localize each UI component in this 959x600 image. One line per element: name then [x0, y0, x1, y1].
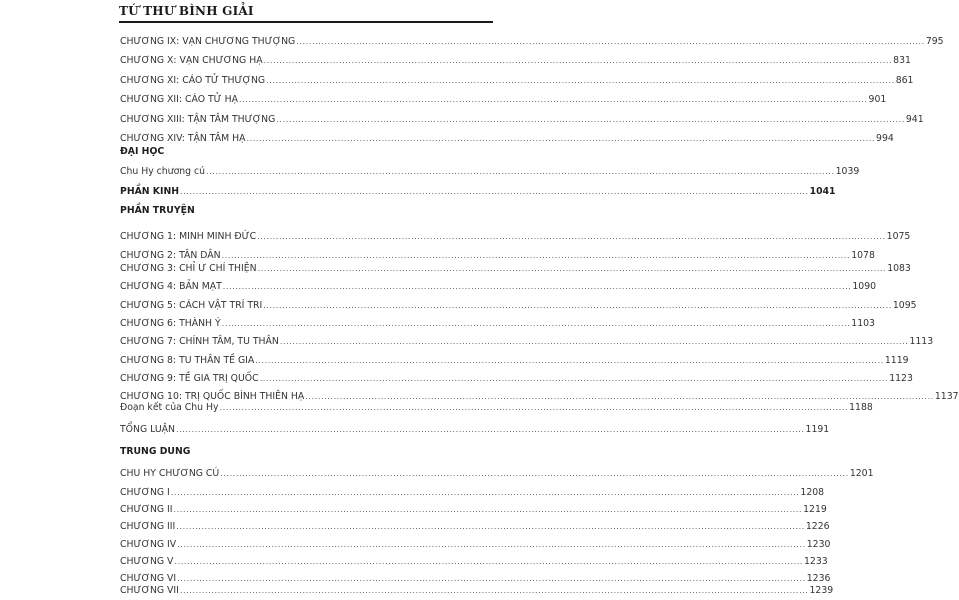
- toc-entry-page: 941: [905, 114, 924, 125]
- leader-dots: ........................................................................................................................................................................................................: [257, 264, 887, 273]
- toc-entry-label: CHƯƠNG VI: [120, 573, 177, 584]
- leader-dots: ........................................................................................................................................................................................................: [276, 115, 905, 124]
- toc-entry-page: 1236: [806, 573, 831, 584]
- toc-entry-page: 1233: [804, 556, 828, 567]
- leader-dots: ........................................................................................................................................................................................................: [220, 469, 849, 478]
- leader-dots: ........................................................................................................................................................................................................: [246, 134, 876, 143]
- leader-dots: ........................................................................................................................................................................................................: [177, 540, 806, 549]
- toc-entry-label: CHƯƠNG 9: TỀ GIA TRỊ QUỐC: [120, 373, 259, 384]
- toc-entry[interactable]: [120, 354, 909, 368]
- toc-entry-label: CHƯƠNG 4: BẢN MẠT: [120, 281, 222, 292]
- toc-entry[interactable]: [120, 503, 827, 517]
- toc-entry-page: 1075: [886, 231, 911, 242]
- toc-entry-label: CHƯƠNG XII: CÁO TỬ HẠ: [120, 94, 238, 105]
- toc-entry[interactable]: [120, 486, 825, 500]
- toc-entry-label: CHƯƠNG VII: [120, 585, 179, 596]
- leader-dots: ........................................................................................................................................................................................................: [221, 319, 851, 328]
- toc-entry[interactable]: [120, 520, 830, 534]
- toc-entry-page: 861: [895, 75, 914, 86]
- toc-entry-page: 1113: [909, 336, 934, 347]
- toc-entry[interactable]: [120, 335, 934, 349]
- toc-entry-label: CHƯƠNG IV: [120, 539, 177, 550]
- toc-entry-page: 831: [893, 55, 911, 66]
- toc-entry-label: Đoạn kết của Chu Hy: [120, 402, 219, 413]
- toc-entry-label: CHƯƠNG XIV: TẬN TÂM HẠ: [120, 133, 246, 144]
- leader-dots: ........................................................................................................................................................................................................: [179, 586, 809, 595]
- toc-entry[interactable]: [120, 467, 874, 481]
- toc-entry[interactable]: [120, 423, 830, 437]
- toc-entry-page: 1208: [800, 487, 825, 498]
- leader-dots: ........................................................................................................................................................................................................: [176, 522, 805, 531]
- toc-entry-page: 1188: [849, 402, 873, 413]
- section-heading-trung-dung: TRUNG DUNG: [120, 446, 191, 457]
- toc-entry[interactable]: [120, 35, 944, 49]
- leader-dots: ........................................................................................................................................................................................................: [305, 392, 934, 401]
- toc-entry[interactable]: [120, 249, 875, 263]
- section-heading-dai-hoc: ĐẠI HỌC: [120, 146, 165, 157]
- toc-entry[interactable]: [120, 230, 911, 244]
- toc-entry-page: 1230: [806, 539, 831, 550]
- leader-dots: ........................................................................................................................................................................................................: [177, 574, 806, 583]
- toc-entry-label: CHƯƠNG 3: CHỈ Ư CHÍ THIỆN: [120, 263, 257, 274]
- leader-dots: ........................................................................................................................................................................................................: [206, 167, 835, 176]
- toc-entry-page: 1201: [849, 468, 874, 479]
- toc-entry[interactable]: [120, 54, 911, 68]
- toc-entry-page: 1119: [884, 355, 909, 366]
- toc-entry-page: 1083: [887, 263, 911, 274]
- toc-entry-label: CHƯƠNG 1: MINH MINH ĐỨC: [120, 231, 257, 242]
- leader-dots: ........................................................................................................................................................................................................: [219, 403, 849, 412]
- leader-dots: ........................................................................................................................................................................................................: [222, 282, 852, 291]
- toc-entry[interactable]: [120, 538, 831, 552]
- toc-entry-label: CHƯƠNG IX: VẠN CHƯƠNG THƯỢNG: [120, 36, 296, 47]
- toc-entry-page: 1078: [851, 250, 875, 261]
- toc-entry[interactable]: [120, 262, 911, 276]
- toc-entry-label: CHƯƠNG XIII: TẬN TÂM THƯỢNG: [120, 114, 276, 125]
- book-title: TỨ THƯ BÌNH GIẢI: [119, 4, 254, 18]
- leader-dots: ........................................................................................................................................................................................................: [255, 356, 884, 365]
- toc-entry[interactable]: [120, 584, 834, 598]
- toc-entry[interactable]: [120, 372, 913, 386]
- header-rule: [119, 21, 493, 23]
- toc-entry-page: 1219: [803, 504, 827, 515]
- toc-entry[interactable]: [120, 317, 875, 331]
- toc-entry[interactable]: [120, 165, 860, 179]
- toc-entry-page: 1103: [851, 318, 875, 329]
- toc-entry-label: CHƯƠNG II: [120, 504, 173, 515]
- toc-entry-label: TỔNG LUẬN: [120, 424, 175, 435]
- leader-dots: ........................................................................................................................................................................................................: [266, 76, 895, 85]
- toc-entry-label: CHƯƠNG 5: CÁCH VẬT TRÍ TRI: [120, 300, 263, 311]
- toc-entry[interactable]: [120, 74, 914, 88]
- leader-dots: ........................................................................................................................................................................................................: [259, 374, 889, 383]
- toc-entry-label: PHẦN KINH: [120, 186, 180, 197]
- toc-entry[interactable]: [120, 113, 924, 127]
- leader-dots: ........................................................................................................................................................................................................: [263, 301, 892, 310]
- leader-dots: ........................................................................................................................................................................................................: [257, 232, 886, 241]
- toc-entry-label: CHU HY CHƯƠNG CÚ: [120, 468, 220, 479]
- toc-entry-label: CHƯƠNG III: [120, 521, 176, 532]
- toc-entry-label: CHƯƠNG 10: TRỊ QUỐC BÌNH THIÊN HẠ: [120, 391, 305, 402]
- toc-entry-page: 1226: [805, 521, 830, 532]
- toc-entry-page: 1039: [835, 166, 860, 177]
- toc-entry-page: 795: [925, 36, 944, 47]
- leader-dots: ........................................................................................................................................................................................................: [170, 488, 800, 497]
- toc-entry-label: CHƯƠNG V: [120, 556, 174, 567]
- toc-entry[interactable]: [120, 401, 873, 415]
- toc-entry-label: CHƯƠNG I: [120, 487, 170, 498]
- leader-dots: ........................................................................................................................................................................................................: [180, 187, 809, 196]
- leader-dots: ........................................................................................................................................................................................................: [263, 56, 893, 65]
- toc-entry-label: CHƯƠNG 8: TU THÂN TỀ GIA: [120, 355, 255, 366]
- section-heading-phan-truyen: PHẦN TRUYỆN: [120, 205, 195, 216]
- leader-dots: ........................................................................................................................................................................................................: [221, 251, 851, 260]
- toc-entry-phan-kinh[interactable]: [120, 185, 836, 199]
- toc-entry-label: CHƯƠNG X: VẠN CHƯƠNG HẠ: [120, 55, 263, 66]
- toc-entry-label: Chu Hy chương cú: [120, 166, 206, 177]
- toc-entry[interactable]: [120, 132, 894, 146]
- toc-entry-page: 1137: [934, 391, 959, 402]
- toc-entry[interactable]: [120, 299, 917, 313]
- leader-dots: ........................................................................................................................................................................................................: [238, 95, 868, 104]
- toc-entry-label: CHƯƠNG XI: CÁO TỬ THƯỢNG: [120, 75, 266, 86]
- leader-dots: ........................................................................................................................................................................................................: [174, 557, 804, 566]
- leader-dots: ........................................................................................................................................................................................................: [173, 505, 803, 514]
- toc-entry-label: CHƯƠNG 6: THÀNH Ý: [120, 318, 221, 329]
- leader-dots: ........................................................................................................................................................................................................: [296, 37, 925, 46]
- leader-dots: ........................................................................................................................................................................................................: [175, 425, 805, 434]
- toc-entry-label: CHƯƠNG 2: TÂN DÂN: [120, 250, 221, 261]
- toc-entry-page: 1041: [809, 186, 836, 197]
- leader-dots: ........................................................................................................................................................................................................: [279, 337, 909, 346]
- toc-entry-page: 901: [868, 94, 887, 105]
- toc-entry[interactable]: [120, 555, 828, 569]
- toc-entry[interactable]: [120, 280, 877, 294]
- toc-entry-page: 994: [876, 133, 894, 144]
- toc-entry[interactable]: [120, 93, 887, 107]
- toc-entry-page: 1090: [852, 281, 877, 292]
- toc-entry-label: CHƯƠNG 7: CHÍNH TÂM, TU THÂN: [120, 336, 279, 347]
- toc-entry-page: 1239: [809, 585, 834, 596]
- toc-entry-page: 1095: [892, 300, 917, 311]
- toc-entry-page: 1123: [889, 373, 913, 384]
- toc-entry-page: 1191: [805, 424, 830, 435]
